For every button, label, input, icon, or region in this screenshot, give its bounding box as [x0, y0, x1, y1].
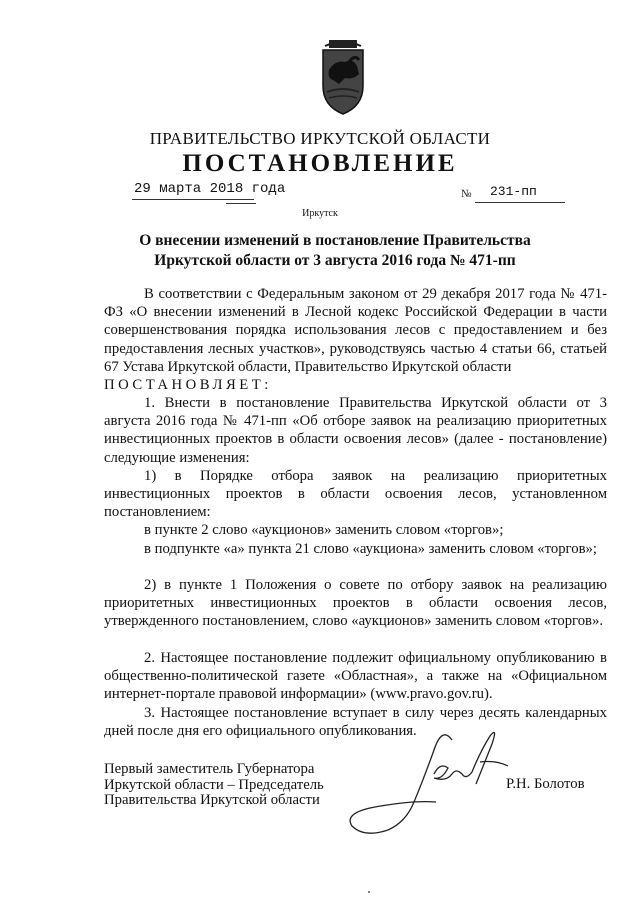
- date-underline: [132, 199, 254, 200]
- date-underline-2: [226, 203, 256, 204]
- item-2: 2. Настоящее постановление подлежит официальному опубликованию в общественно-политической газете «Областная», а также на «Официальном интернет-портале правовой информации» (www.pravo.gov.ru).: [104, 650, 607, 703]
- handwritten-signature: [330, 722, 530, 840]
- position-line-2: Иркутской области – Председатель: [104, 776, 324, 793]
- document-title: О внесении изменений в постановление Правительства Иркутской области от 3 августа 2016 года № 471-пп: [139, 232, 531, 269]
- item-1: 1. Внести в постановление Правительства Иркутской области от 3 августа 2016 года № 471-пп «Об отборе заявок на реализацию приоритетных инвестиционных проектов в области освоения лесов» (далее - постановление) следующие изменения:: [104, 395, 607, 466]
- position-line-1: Первый заместитель Губернатора: [104, 761, 315, 777]
- position-line-3: Правительства Иркутской области: [104, 792, 320, 808]
- resolves-word: ПОСТАНОВЛЯЕТ:: [104, 377, 272, 393]
- irkutsk-coat-of-arms-icon: [319, 36, 367, 118]
- number-label: №: [461, 188, 472, 200]
- item-3: 3. Настоящее постановление вступает в силу через десять календарных дней после дня его официального опубликования.: [104, 705, 607, 740]
- number-underline: [475, 202, 565, 203]
- item-1-1-b: в подпункте «а» пункта 21 слово «аукциона» заменить словом «торгов»;: [144, 541, 597, 557]
- signatory-position: [104, 762, 324, 809]
- item-1-2: 2) в пункте 1 Положения о совете по отбору заявок на реализацию приоритетных инвестиционных проектов в области освоения лесов, утвержденного постановлением, слово «аукционов» заменить словом «торгов».: [104, 577, 607, 630]
- scan-speck: [368, 891, 370, 893]
- document-date: 29 марта 2018 года: [134, 181, 286, 197]
- signatory-name: Р.Н. Болотов: [506, 776, 585, 792]
- item-1-1-a: в пункте 2 слово «аукционов» заменить словом «торгов»;: [144, 522, 504, 538]
- city: Иркутск: [302, 208, 338, 219]
- government-name: ПРАВИТЕЛЬСТВО ИРКУТСКОЙ ОБЛАСТИ: [149, 129, 491, 148]
- document-number: 231-пп: [490, 184, 537, 199]
- item-1-1: 1) в Порядке отбора заявок на реализацию приоритетных инвестиционных проектов в области освоения лесов, установленном постановлением:: [104, 468, 607, 521]
- document-type: ПОСТАНОВЛЕНИЕ: [182, 150, 458, 177]
- preamble: В соответствии с Федеральным законом от 29 декабря 2017 года № 471-ФЗ «О внесении изменений в Лесной кодекс Российской Федерации в части совершенствования порядка использования лесов с предоставлением и без предоставления лесных участков», руководствуясь частью 4 статьи 66, статьей 67 Устава Иркутской области, Правительство Иркутской области: [104, 286, 607, 375]
